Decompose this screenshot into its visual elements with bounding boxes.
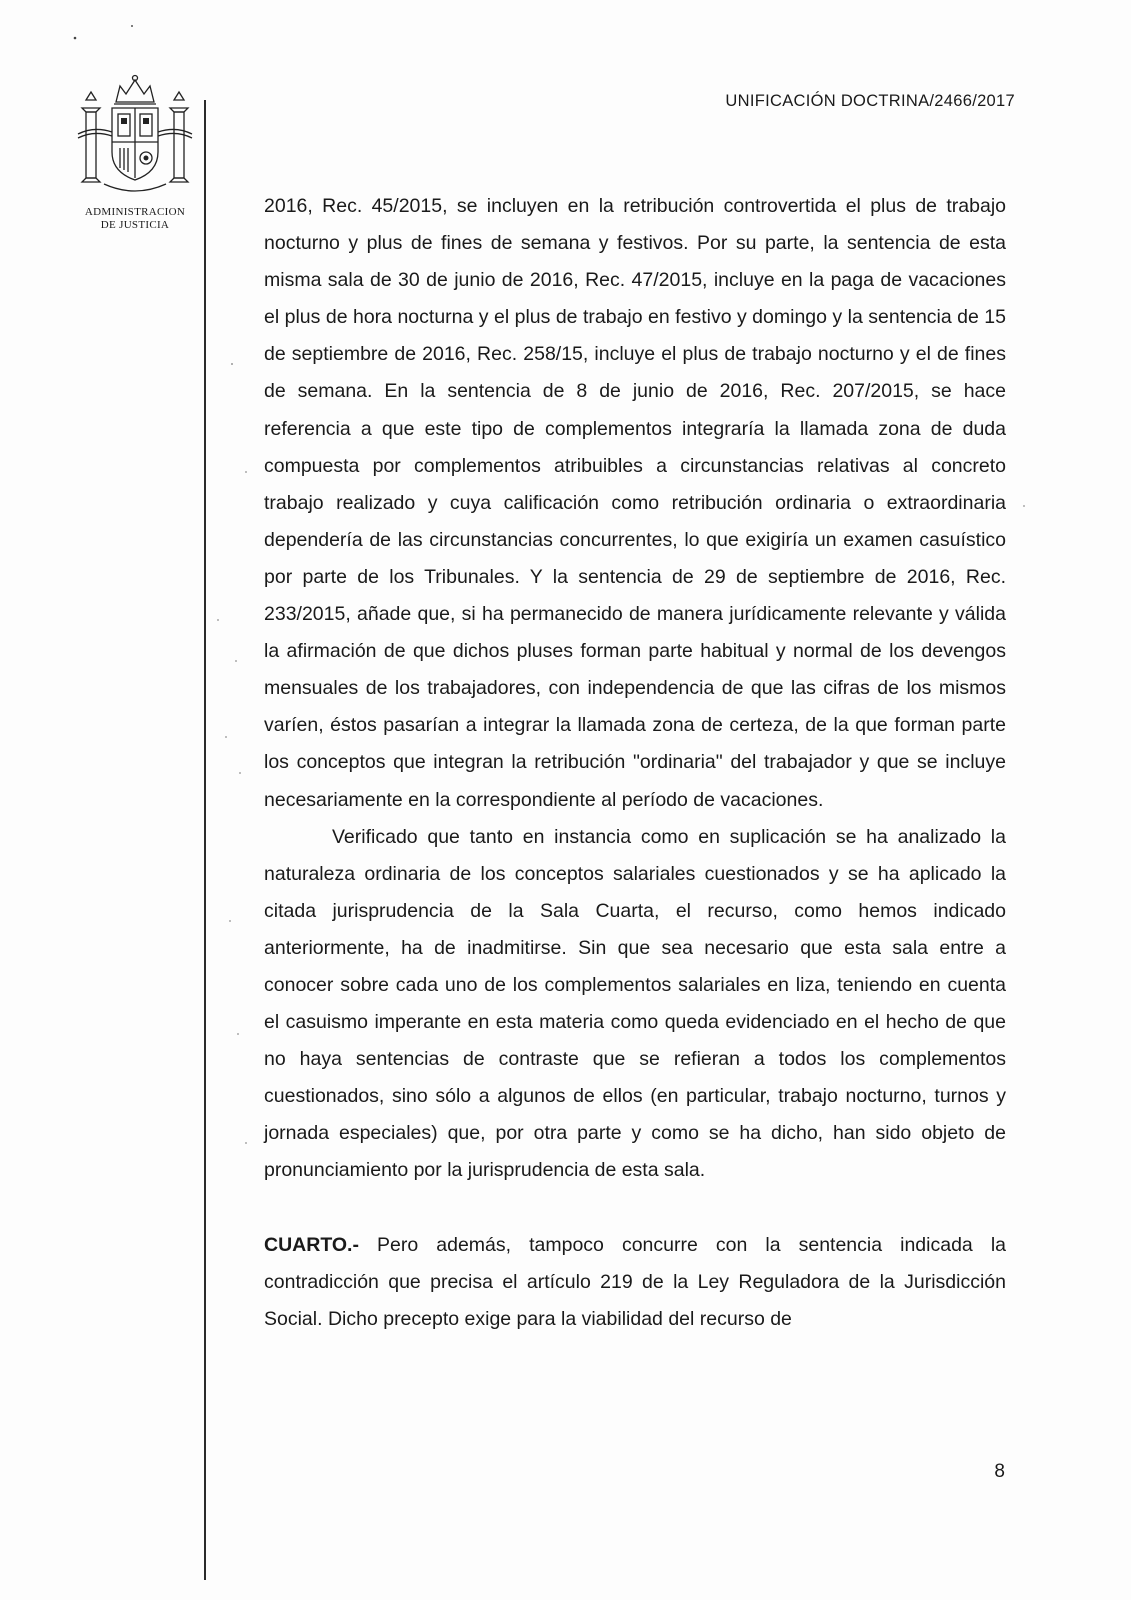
paragraph-continuation: 2016, Rec. 45/2015, se incluyen en la retribución controvertida el plus de trabajo nocturno y plus de fines de semana y festivos. Por su parte, la sentencia de esta misma sala de 30 de junio de 2016, Rec. 47/2015, incluye en la paga de vacaciones el plus de hora nocturna y el plus de trabajo en festivo y domingo y la sentencia de 15 de septiembre de 2016, Rec. 258/15, incluye el plus de trabajo nocturno y el de fines de semana. En la sentencia de 8 de junio de 2016, Rec. 207/2015, se hace referencia a que este tipo de complementos integraría la llamada zona de duda compuesta por complementos atribuibles a circunstancias relativas al concreto trabajo realizado y cuya calificación como retribución ordinaria o extraordinaria dependería de las circunstancias concurrentes, lo que exigiría un examen casuístico por parte de los Tribunales. Y la sentencia de 29 de septiembre de 2016, Rec. 233/2015, añade que, si ha permanecido de manera jurídicamente relevante y válida la afirmación de que dichos pluses forman parte habitual y normal de los devengos mensuales de los trabajadores, con independencia de que las cifras de los mismos varíen, éstos pasarían a integrar la llamada zona de certeza, de la que forman parte los conceptos que integran la retribución "ordinaria" del trabajador y que se incluye necesariamente en la correspondiente al período de vacaciones. bbox=[264, 195, 1006, 811]
paragraph-gap bbox=[264, 1190, 1006, 1227]
body-text bbox=[264, 188, 1006, 1338]
section-heading-cuarto: CUARTO.- bbox=[264, 1233, 359, 1256]
organization-name: ADMINISTRACION DE JUSTICIA bbox=[84, 206, 186, 231]
margin-rule bbox=[204, 100, 206, 1580]
page-number: 8 bbox=[994, 1461, 1005, 1482]
paragraph-verificado: Verificado que tanto en instancia como en suplicación se ha analizado la naturaleza ordinaria de los conceptos salariales cuestionados y se ha aplicado la citada jurisprudencia de la Sala Cuarta, el recurso, como hemos indicado anteriormente, ha de inadmitirse. Sin que sea necesario que esta sala entre a conocer sobre cada uno de los complementos salariales en liza, teniendo en cuenta el casuismo imperante en esta materia como queda evidenciado en el hecho de que no haya sentencias de contraste que se refieran a todos los complementos cuestionados, sino sólo a algunos de ellos (en particular, trabajo nocturno, turnos y jornada especiales) que, por otra parte y como se ha dicho, han sido objeto de pronunciamiento por la jurisprudencia de esta sala. bbox=[264, 825, 1006, 1182]
paragraph-cuarto-text: Pero además, tampoco concurre con la sentencia indicada la contradicción que precisa el artículo 219 de la Ley Reguladora de la Jurisdicción Social. Dicho precepto exige para la viabilidad del recurso de bbox=[264, 1233, 1006, 1330]
paragraph-cuarto bbox=[264, 1227, 1006, 1338]
document-reference: UNIFICACIÓN DOCTRINA/2466/2017 bbox=[725, 92, 1015, 110]
